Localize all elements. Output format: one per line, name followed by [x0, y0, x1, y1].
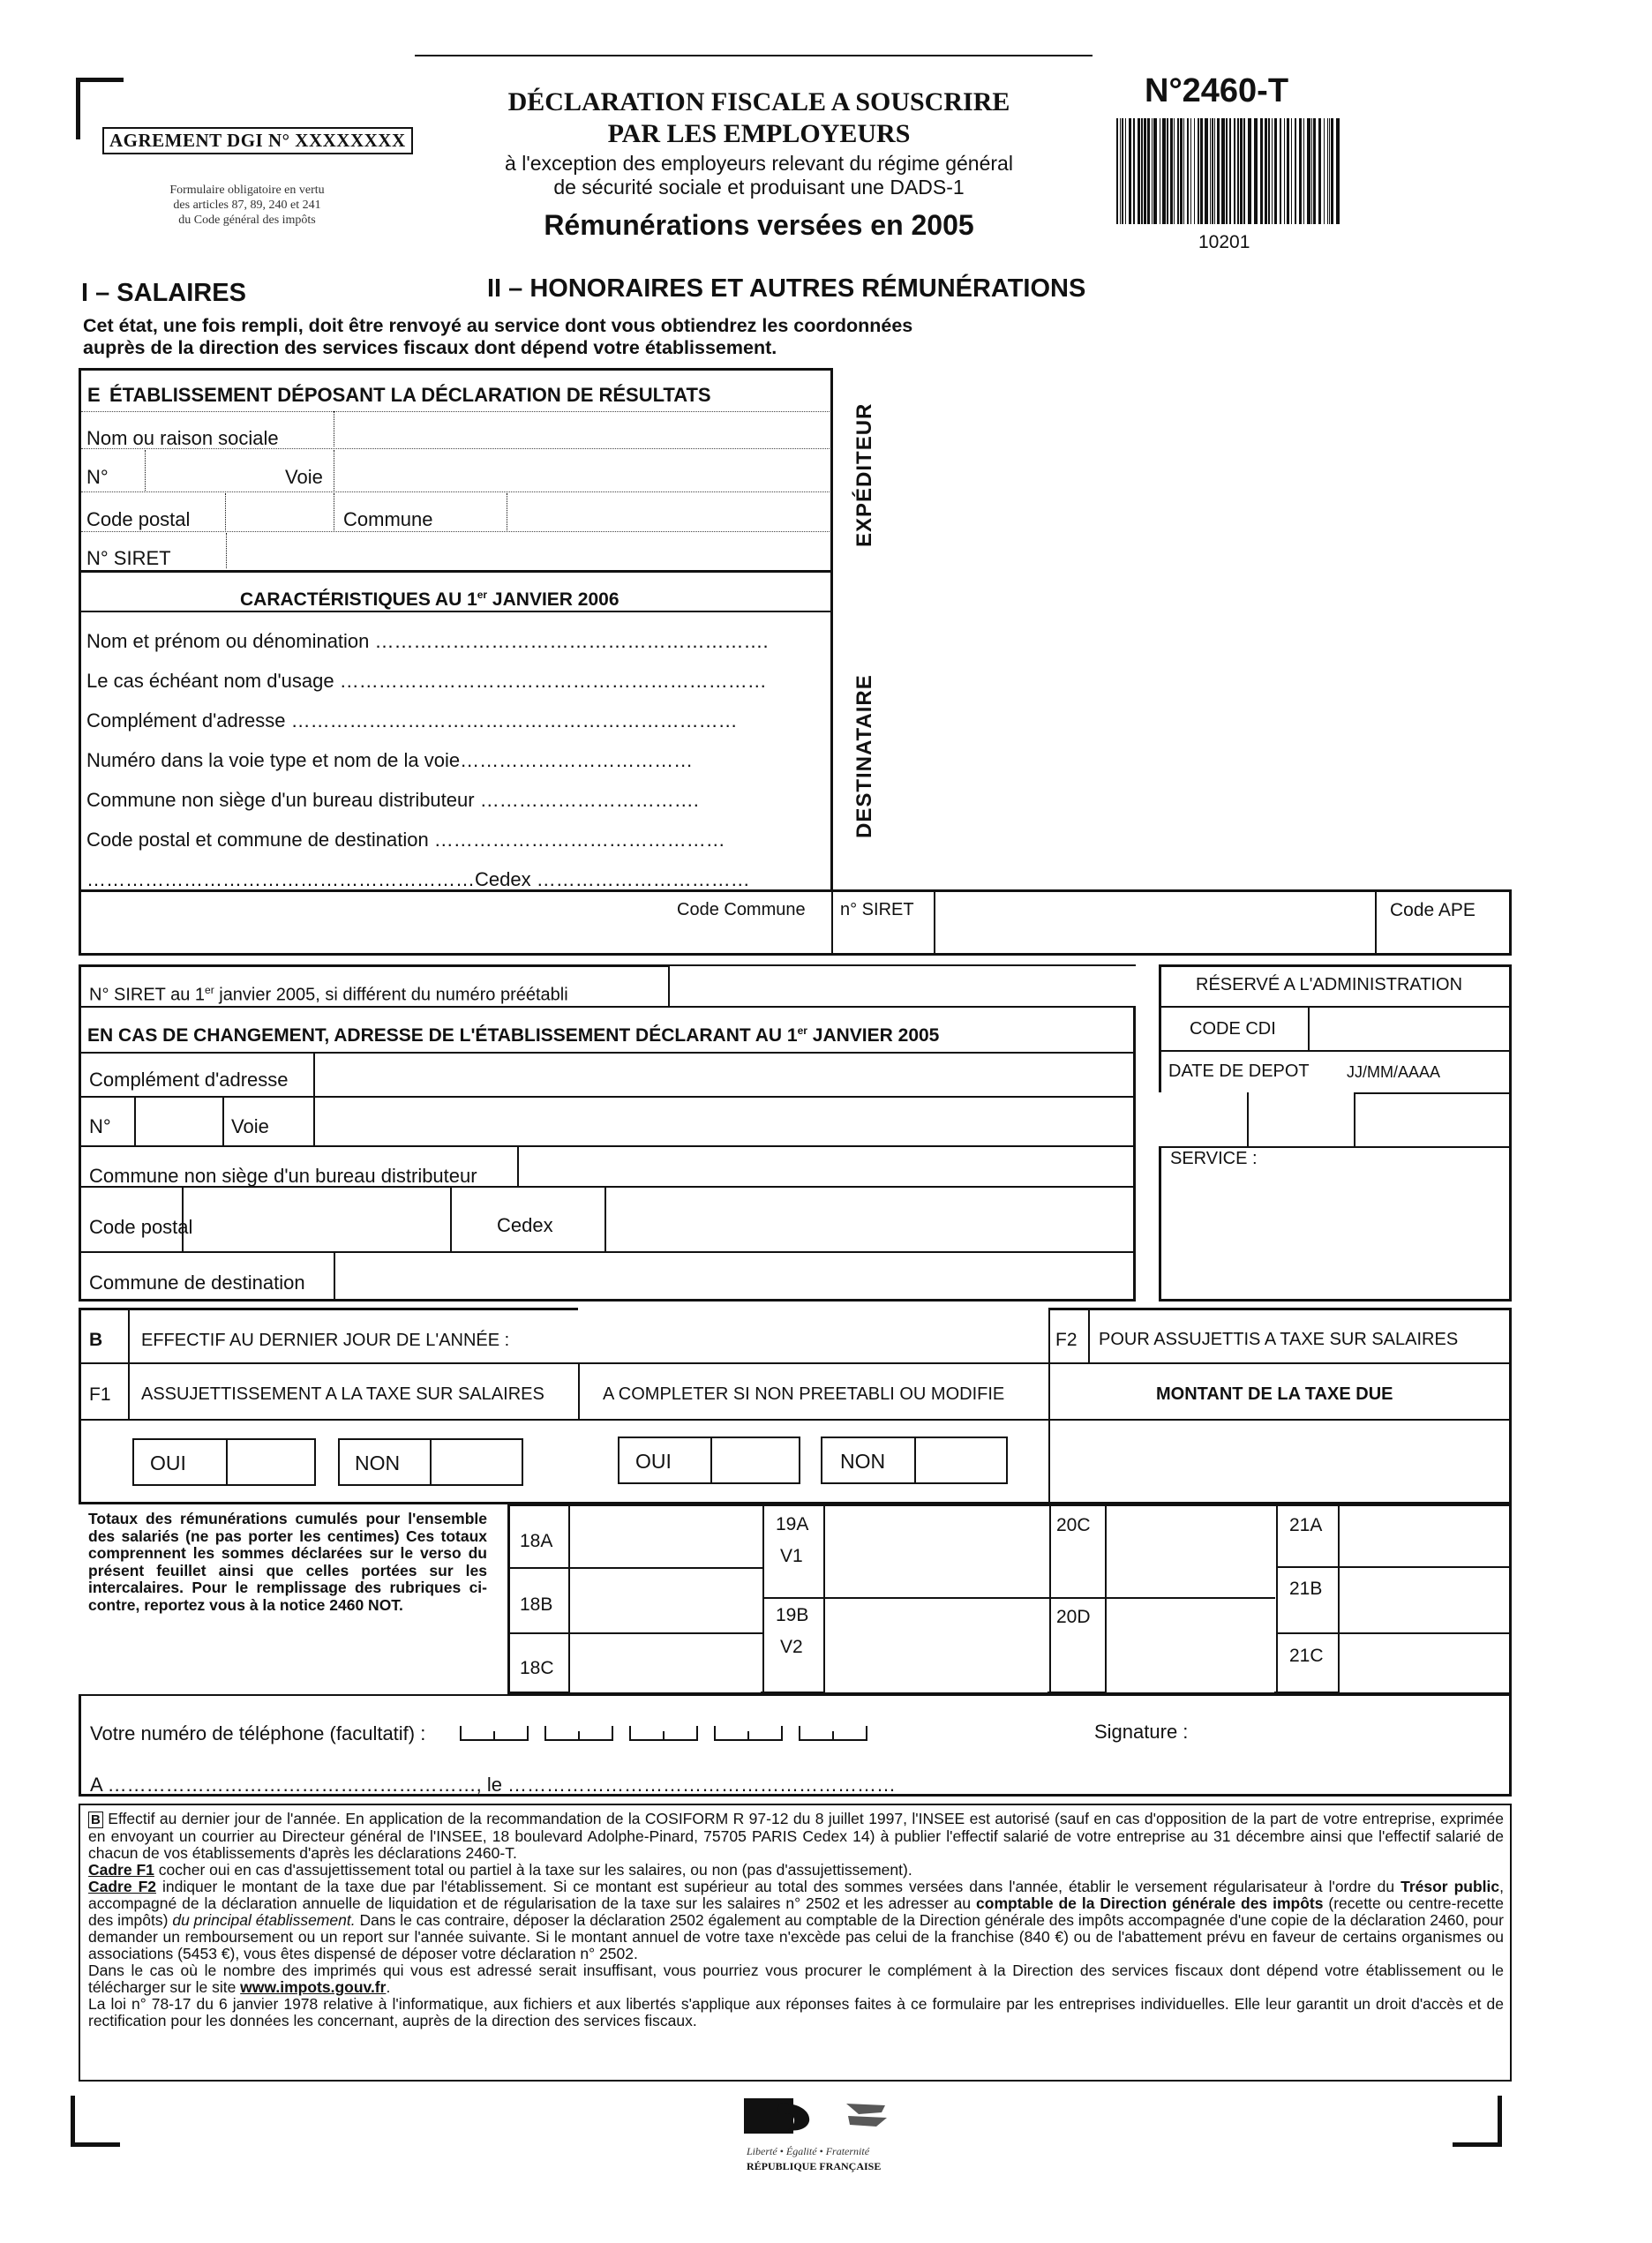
- barcode-bar: [1243, 118, 1245, 224]
- field-21b[interactable]: [1340, 1568, 1509, 1632]
- f1-non-label: NON: [355, 1452, 401, 1474]
- barcode-bar: [1324, 118, 1325, 224]
- date-day-field[interactable]: [1159, 1092, 1249, 1146]
- field-18c[interactable]: [570, 1634, 761, 1692]
- admin-title: RÉSERVÉ A L'ADMINISTRATION: [1196, 975, 1463, 994]
- section-salaires: I – SALAIRES: [81, 279, 246, 307]
- barcode-bar: [1331, 118, 1333, 224]
- barcode-bar: [1329, 118, 1330, 224]
- code-21c: 21C: [1289, 1646, 1324, 1666]
- montant-taxe-field[interactable]: [1050, 1421, 1509, 1502]
- line-nom-usage: Le cas échéant nom d'usage …………………………………………………………: [86, 670, 767, 692]
- barcode-bar: [1138, 118, 1140, 224]
- barcode-bar: [1214, 118, 1215, 224]
- legal-note: Formulaire obligatoire en vertu des articles 87, 89, 240 et 241 du Code général des impôts: [169, 184, 325, 227]
- barcode-number: 10201: [1198, 232, 1250, 252]
- notes-text: B Effectif au dernier jour de l'année. En application de la recommandation de la COSIFORM R 97-12 du 8 juillet 1997, l'INSEE est autorisé (sauf en cas d'opposition de la part de votre entreprise, exprimée en envoyant un courrier au Directeur général de l'INSEE, 18 boulevard Adolphe-Pinard, 75705 PARIS Cedex 14) à publier l'effectif salarié de votre entreprise au 31 décembre ainsi que l'effectif salarié de chacun de vos établissements d'après les déclarations 2460-T. Cadre F1 cocher oui en cas d'assujettissement total ou partiel à la taxe sur les salaires, ou non (pas d'assujettissement). Cadre F2 indiquer le montant de la taxe due par l'établissement. Si ce montant est supérieur au total des sommes versées dans l'année, établir le versement régularisateur à l'ordre du Trésor public, accompagné de la déclaration annuelle de liquidation et de régularisation de la taxe sur les salaires n° 2502 et les adresser au comptable de la Direction générale des impôts (recette ou centre-recette des impôts) du principal établissement. Dans le cas contraire, déposer la déclaration 2502 également au comptable de la Direction générale des impôts accompagnée d'une copie de la déclaration 2460, pour demander un remboursement ou un report sur l'année suivante. Si le montant annuel de votre taxe n'excède pas celui de la franchise (840 €) ou de l'abattement prévu en faveur de certains organismes ou associations (5453 €), vous êtes dispensé de déposer votre déclaration n° 2502. Dans le cas où le nombre des imprimés qui vous est adressé serait insuffisant, vous pourriez vous procurer le complément à la Direction des services fiscaux dont dépend votre établissement ou le télécharger sur le site www.impots.gouv.fr. La loi n° 78-17 du 6 janvier 1978 relative à l'informatique, aux fichiers et aux libertés s'applique aux réponses faites à ce formulaire par les entreprises individuelles. Elle leur garantit un droit d'accès et de rectification pour les données les concernant, auprès de la direction des services fiscaux.: [88, 1810, 1504, 2029]
- code-v1: V1: [780, 1546, 803, 1566]
- barcode-bar: [1307, 118, 1310, 224]
- agrement-label: AGREMENT DGI N° XXXXXXXX: [102, 127, 413, 154]
- barcode-bar: [1190, 118, 1191, 224]
- phone-digit-boxes[interactable]: [459, 1719, 882, 1744]
- top-rule: [415, 55, 1093, 56]
- code-21b: 21B: [1289, 1579, 1323, 1599]
- corner-mark-bottom-left: [71, 2096, 120, 2147]
- form-subtitle: à l'exception des employeurs relevant du régime général de sécurité sociale et produisant une DADS-1: [505, 152, 1013, 199]
- note-b-box: B: [88, 1812, 103, 1828]
- siret-2005-field[interactable]: [668, 964, 1136, 1006]
- numero-label: N°: [86, 466, 109, 488]
- barcode-bar: [1221, 118, 1225, 224]
- barcode-bar: [1303, 118, 1304, 224]
- phone-label: Votre numéro de téléphone (facultatif) :: [90, 1722, 426, 1744]
- barcode-bar: [1116, 118, 1118, 224]
- totals-description: Totaux des rémunérations cumulés pour l'ensemble des salariés (ne pas porter les centimes) Ces totaux comprennent les sommes déclarées sur le verso du présent feuillet ainsi que celles portées sur les intercalaires. Pour le remplissage des rubriques ci-contre, reportez vous à la notice 2460 NOT.: [88, 1510, 487, 1614]
- block-e-letter: E: [87, 384, 101, 406]
- barcode-bar: [1198, 118, 1199, 224]
- barcode-bar: [1265, 118, 1267, 224]
- barcode-bar: [1313, 118, 1316, 224]
- republique-text: RÉPUBLIQUE FRANÇAISE: [747, 2160, 882, 2172]
- commune-label: Commune: [343, 508, 433, 530]
- code-19b: 19B: [776, 1605, 809, 1625]
- effectif-field[interactable]: [578, 1308, 1048, 1362]
- barcode-bar: [1152, 118, 1153, 224]
- line-complement: Complément d'adresse ……………………………………………………………: [86, 709, 738, 731]
- barcode-bar: [1144, 118, 1146, 224]
- field-20c[interactable]: [1107, 1506, 1274, 1596]
- change-title: EN CAS DE CHANGEMENT, ADRESSE DE L'ÉTABLISSEMENT DÉCLARANT AU 1er JANVIER 2005: [87, 1024, 940, 1046]
- phone-digit-pair[interactable]: [800, 1726, 867, 1740]
- barcode-bar: [1260, 118, 1263, 224]
- expediteur-label: EXPÉDITEUR: [852, 402, 876, 547]
- barcode-bar: [1234, 118, 1235, 224]
- destinataire-label: DESTINATAIRE: [852, 674, 876, 838]
- barcode-bar: [1205, 118, 1208, 224]
- phone-digit-pair[interactable]: [715, 1726, 782, 1740]
- phone-digit-pair[interactable]: [461, 1726, 528, 1740]
- code-20c: 20C: [1056, 1515, 1091, 1535]
- date-month-field[interactable]: [1249, 1092, 1355, 1146]
- field-18b[interactable]: [570, 1569, 761, 1632]
- line-numero-voie: Numéro dans la voie type et nom de la voie………………………………: [86, 749, 694, 771]
- barcode-bar: [1311, 118, 1312, 224]
- code-20d: 20D: [1056, 1607, 1091, 1627]
- barcode-bar: [1120, 118, 1121, 224]
- caracteristiques-title: CARACTÉRISTIQUES AU 1er JANVIER 2006: [240, 589, 620, 610]
- barcode-bar: [1240, 118, 1243, 224]
- montant-taxe-label: MONTANT DE LA TAXE DUE: [1156, 1384, 1393, 1404]
- barcode-bar: [1174, 118, 1175, 224]
- barcode-bar: [1237, 118, 1239, 224]
- line-code-postal-commune: Code postal et commune de destination ………………………………………: [86, 829, 725, 851]
- siret-2005-label: N° SIRET au 1er janvier 2005, si différent du numéro préétabli: [89, 984, 568, 1005]
- pour-assujettis-label: POUR ASSUJETTIS A TAXE SUR SALAIRES: [1099, 1330, 1459, 1349]
- barcode-bar: [1268, 118, 1270, 224]
- barcode-bar: [1327, 118, 1328, 224]
- form-title: DÉCLARATION FISCALE A SOUSCRIRE PAR LES EMPLOYEURS: [507, 87, 1010, 148]
- phone-digit-pair[interactable]: [630, 1726, 697, 1740]
- code-postal-label: Code postal: [86, 508, 191, 530]
- barcode-bar: [1187, 118, 1189, 224]
- section-honoraires: II – HONORAIRES ET AUTRES RÉMUNÉRATIONS: [487, 274, 1086, 303]
- change-code-postal-label: Code postal: [89, 1216, 193, 1238]
- barcode-bar: [1284, 118, 1285, 224]
- code-v2: V2: [780, 1637, 803, 1657]
- field-21a[interactable]: [1340, 1506, 1509, 1565]
- line-commune-non-siege: Commune non siège d'un bureau distributeur …………………………….: [86, 789, 699, 811]
- barcode-bar: [1217, 118, 1220, 224]
- a-completer-label: A COMPLETER SI NON PREETABLI OU MODIFIE: [603, 1384, 1005, 1404]
- phone-digit-pair[interactable]: [545, 1726, 612, 1740]
- barcode-bar: [1248, 118, 1251, 224]
- change-numero-label: N°: [89, 1115, 111, 1137]
- barcode-bar: [1177, 118, 1179, 224]
- siret-label: N° SIRET: [86, 547, 171, 569]
- code-19a: 19A: [776, 1514, 809, 1534]
- line-nom-prenom: Nom et prénom ou dénomination …………………………………………………….: [86, 630, 769, 652]
- code-18a: 18A: [520, 1531, 553, 1551]
- barcode-bar: [1180, 118, 1183, 224]
- barcode-bar: [1122, 118, 1123, 224]
- barcode-bar: [1272, 118, 1273, 224]
- barcode-bar: [1170, 118, 1173, 224]
- complement-adresse-label: Complément d'adresse: [89, 1069, 289, 1091]
- barcode-bar: [1125, 118, 1126, 224]
- barcode-bar: [1299, 118, 1302, 224]
- barcode-bar: [1318, 118, 1321, 224]
- barcode-bar: [1129, 118, 1131, 224]
- barcode-bar: [1254, 118, 1258, 224]
- field-21c[interactable]: [1340, 1634, 1509, 1692]
- motto-text: Liberté • Égalité • Fraternité: [747, 2145, 870, 2157]
- barcode-bar: [1287, 118, 1289, 224]
- code-18c: 18C: [520, 1658, 554, 1678]
- barcode-bar: [1183, 118, 1184, 224]
- change-cedex-label: Cedex: [497, 1214, 553, 1236]
- remuneration-year: Rémunérations versées en 2005: [544, 209, 974, 241]
- barcode-bar: [1295, 118, 1296, 224]
- service-label: SERVICE :: [1170, 1149, 1258, 1168]
- a-label: A …………………………………………………, le ……………………………………………………: [90, 1774, 897, 1796]
- barcode-bar: [1226, 118, 1228, 224]
- code-18b: 18B: [520, 1594, 553, 1615]
- barcode-bar: [1280, 118, 1281, 224]
- corner-mark-bottom-right: [1453, 2096, 1502, 2147]
- modif-oui-label: OUI: [635, 1450, 672, 1473]
- code-ape-label: Code APE: [1390, 900, 1476, 920]
- f2-label: F2: [1055, 1330, 1078, 1350]
- change-commune-destination-label: Commune de destination: [89, 1272, 305, 1294]
- date-depot-label: DATE DE DEPOT: [1168, 1061, 1310, 1081]
- code-21a: 21A: [1289, 1515, 1323, 1535]
- modif-non-label: NON: [840, 1450, 886, 1473]
- b-label: B: [89, 1330, 103, 1350]
- field-19b[interactable]: [825, 1599, 1048, 1692]
- barcode-bar: [1229, 118, 1231, 224]
- change-voie-label: Voie: [231, 1115, 269, 1137]
- barcode-icon: [1115, 118, 1344, 229]
- barcode-bar: [1274, 118, 1277, 224]
- code-cdi-label: CODE CDI: [1190, 1019, 1276, 1039]
- barcode-bar: [1200, 118, 1203, 224]
- field-18a[interactable]: [570, 1506, 761, 1566]
- barcode-bar: [1153, 118, 1157, 224]
- code-commune-label: Code Commune: [677, 900, 806, 919]
- line-cedex: ……………………………………………………Cedex ……………………………: [86, 868, 750, 890]
- barcode-bar: [1291, 118, 1292, 224]
- barcode-bar: [1162, 118, 1166, 224]
- block-e-title: ÉTABLISSEMENT DÉPOSANT LA DÉCLARATION DE RÉSULTATS: [109, 384, 711, 406]
- f1-oui-label: OUI: [150, 1452, 186, 1474]
- barcode-bar: [1167, 118, 1168, 224]
- field-20d[interactable]: [1107, 1599, 1274, 1692]
- barcode-bar: [1336, 118, 1340, 224]
- barcode-bar: [1194, 118, 1195, 224]
- form-number: N°2460-T: [1145, 72, 1289, 109]
- impots-link[interactable]: www.impots.gouv.fr: [240, 1978, 387, 1996]
- signature-label: Signature :: [1094, 1721, 1189, 1743]
- voie-label: Voie: [285, 466, 323, 488]
- barcode-bar: [1210, 118, 1211, 224]
- barcode-bar: [1141, 118, 1143, 224]
- date-format-label: JJ/MM/AAAA: [1347, 1063, 1441, 1081]
- barcode-bar: [1133, 118, 1135, 224]
- f1-label: F1: [89, 1384, 111, 1405]
- instruction-text: Cet état, une fois rempli, doit être renvoyé au service dont vous obtiendrez les coordonnées auprès de la direction des services fiscaux dont dépend votre établissement.: [83, 315, 913, 358]
- field-19a[interactable]: [825, 1506, 1048, 1596]
- siret-number-label: n° SIRET: [840, 900, 914, 919]
- nom-raison-sociale-label: Nom ou raison sociale: [86, 427, 279, 449]
- assujettissement-label: ASSUJETTISSEMENT A LA TAXE SUR SALAIRES: [141, 1384, 544, 1404]
- change-commune-non-siege-label: Commune non siège d'un bureau distributeur: [89, 1165, 477, 1187]
- barcode-bar: [1147, 118, 1150, 224]
- barcode-bar: [1212, 118, 1213, 224]
- effectif-label: EFFECTIF AU DERNIER JOUR DE L'ANNÉE :: [141, 1331, 510, 1350]
